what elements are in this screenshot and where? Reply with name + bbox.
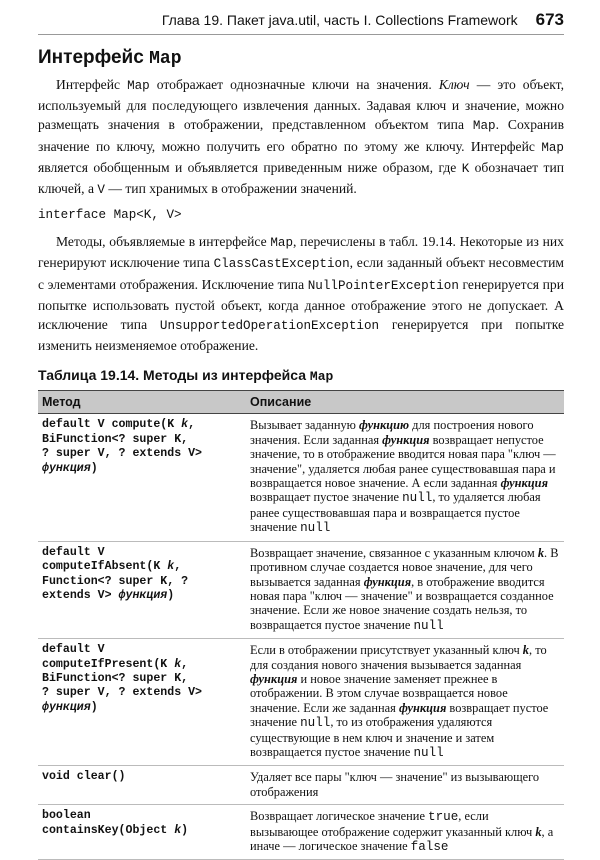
table-row bbox=[38, 805, 564, 860]
book-page bbox=[38, 10, 564, 860]
table-row bbox=[38, 414, 564, 541]
column-header-method: Метод bbox=[38, 391, 246, 414]
methods-paragraph: Методы, объявляемые в интерфейсе Map, перечислены в табл. 19.14. Некоторые из них генерируют исключение типа ClassCastException, если заданный объект несовместим с элементами отображения. Исключение типа NullPointerException генерируется при попытке использовать пустой объект, когда данное отображение этого не допускает. А исключение типа UnsupportedOperationException генерируется при попытке изменить неизменяемое отображение. bbox=[38, 234, 565, 354]
section-heading: Интерфейс Map bbox=[38, 47, 182, 69]
method-description: Возвращает значение, связанное с указанным ключом k. В противном случае создается новое значение, для чего вызывается заданная функция, в отображение вводится новая пара "ключ — значение" и возвращается созданное значение. Если же новое значение создать нельзя, то возвращается пустое значение null bbox=[246, 541, 564, 638]
intro-paragraph: Интерфейс Map отображает однозначные ключи на значения. Ключ — это объект, используемый для последующего извлечения данных. Задавая ключ и значение, можно размещать значения в отображении, представленном объектом типа Map. Сохранив значение по ключу, можно получить его обратно по этому же ключу. Интерфейс Map является обобщенным и объявляется приведенным ниже образом, где K обозначает тип ключей, а V — тип хранимых в отображении значений. bbox=[38, 77, 565, 198]
table-row bbox=[38, 639, 564, 766]
method-description: Удаляет все пары "ключ — значение" из вызывающего отображения bbox=[246, 766, 564, 805]
column-header-description: Описание bbox=[246, 391, 564, 414]
table-caption: Таблица 19.14. Методы из интерфейса Map bbox=[38, 367, 334, 385]
method-signature: default V computeIfAbsent(K k, Function<? super K, ? extends V> функция) bbox=[38, 541, 246, 638]
table-row bbox=[38, 766, 564, 805]
running-header bbox=[38, 10, 564, 35]
method-description: Вызывает заданную функцию для построения нового значения. Если заданная функция возвращает непустое значение, то в отображение вводится новая пара "ключ — значение", удаляется любая ранее существовавшая пара и возвращается новое значение. А если заданная функция возвращает пустое значение null, то удаляется любая ранее существовавшая пара и возвращается пустое значение null bbox=[246, 414, 564, 541]
page-number: 673 bbox=[535, 10, 564, 29]
method-signature: void clear() bbox=[38, 766, 246, 805]
method-signature: boolean containsKey(Object k) bbox=[38, 805, 246, 860]
method-signature: default V computeIfPresent(K k, BiFunction<? super K, ? super V, ? extends V> функция) bbox=[38, 639, 246, 766]
table-row bbox=[38, 541, 564, 638]
table-header-row bbox=[38, 391, 564, 414]
chapter-title: Глава 19. Пакет java.util, часть I. Collections Framework bbox=[161, 12, 518, 28]
methods-table bbox=[38, 390, 564, 860]
method-description: Если в отображении присутствует указанный ключ k, то для создания нового значения вызывается заданная функция и новое значение заменяет прежнее в отображении. В этом случае возвращается новое значение. Если же заданная функция возвращает пустое значение null, то из отображения удаляются существующие в нем ключ и значение и затем возвращается пустое значение null bbox=[246, 639, 564, 766]
method-signature: default V compute(K k, BiFunction<? super K, ? super V, ? extends V> функция) bbox=[38, 414, 246, 541]
interface-declaration: interface Map<K, V> bbox=[38, 208, 182, 223]
method-description: Возвращает логическое значение true, если вызывающее отображение содержит указанный ключ k, а иначе — логическое значение false bbox=[246, 805, 564, 860]
